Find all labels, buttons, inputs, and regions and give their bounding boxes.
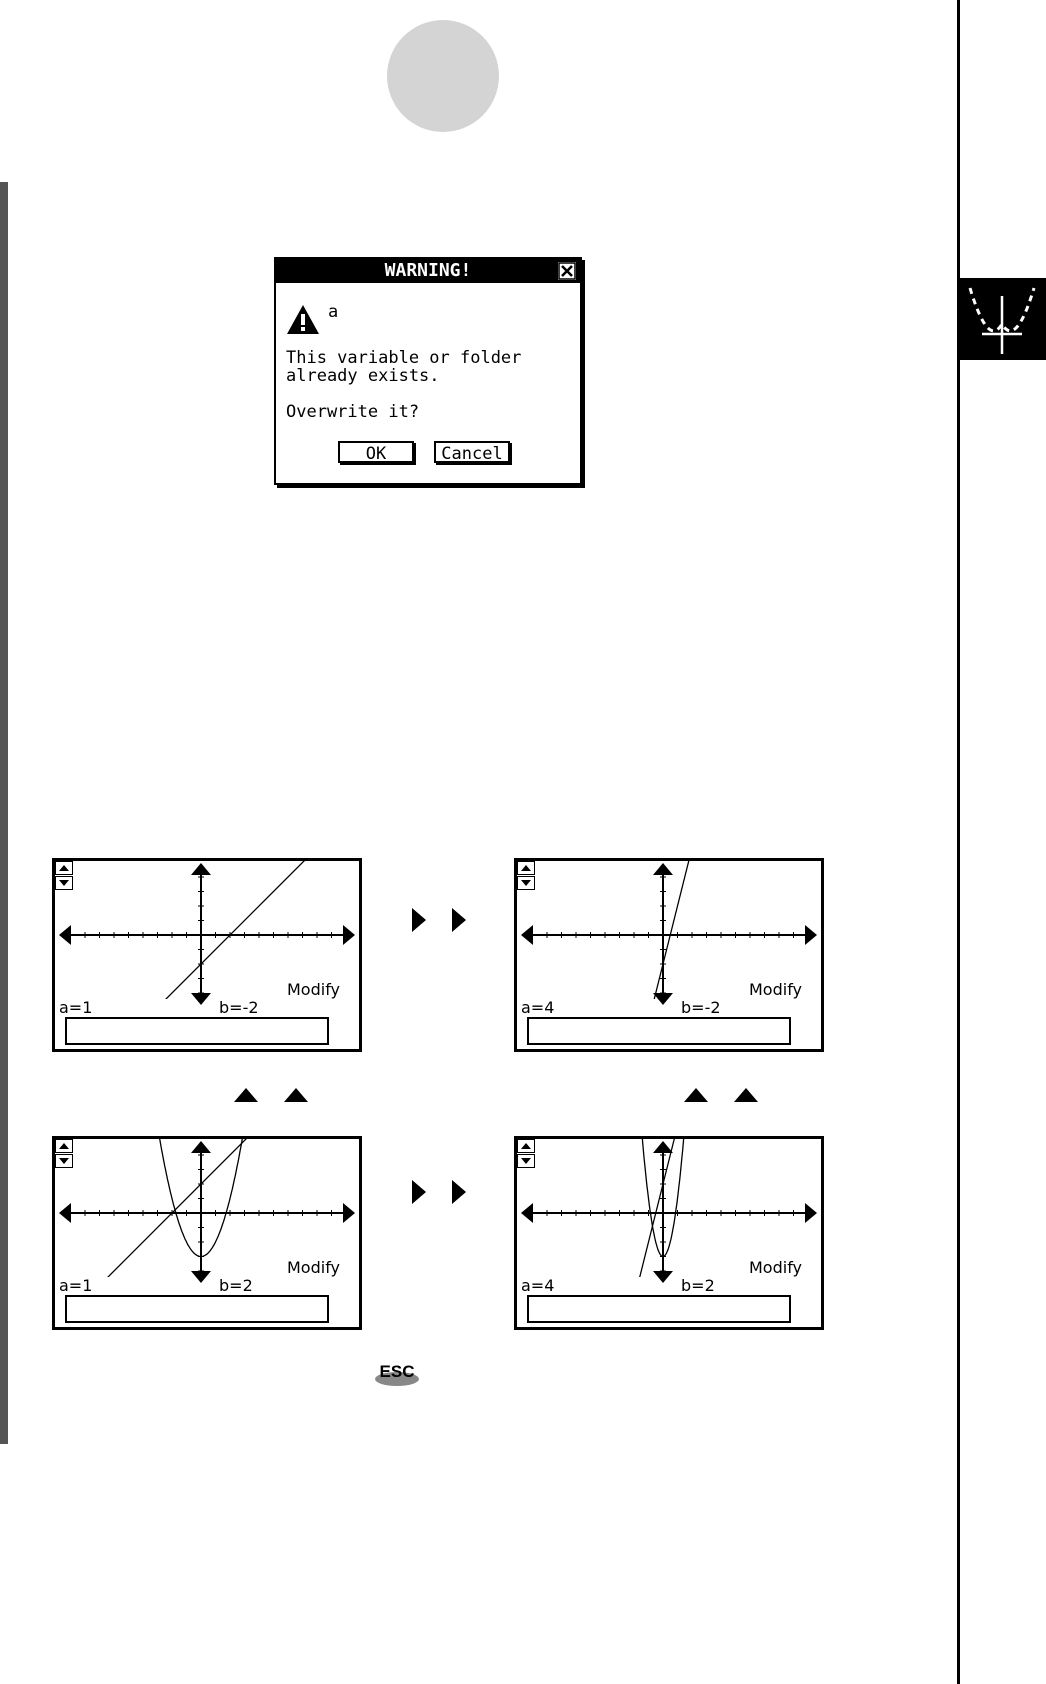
a-value-label: a=1	[59, 1276, 93, 1295]
graph-screen-a1-b2	[52, 1136, 362, 1330]
input-field[interactable]	[527, 1295, 791, 1323]
scroll-buttons[interactable]	[517, 1139, 535, 1169]
close-icon[interactable]	[558, 262, 576, 280]
b-value-label: b=2	[681, 1276, 715, 1295]
graph-screen-a4-b-neg2	[514, 858, 824, 1052]
y-axis-up-arrow	[653, 1141, 673, 1153]
warning-triangle-icon	[286, 303, 320, 335]
modify-label: Modify	[287, 1258, 341, 1277]
x-axis-right-arrow	[805, 1203, 817, 1223]
input-field[interactable]	[527, 1017, 791, 1045]
modify-label: Modify	[287, 980, 341, 999]
esc-key-icon	[374, 1359, 420, 1387]
modify-label: Modify	[749, 980, 803, 999]
b-value-label: b=-2	[681, 998, 721, 1017]
x-axis-right-arrow	[343, 925, 355, 945]
y-axis-up-arrow	[653, 863, 673, 875]
right-arrow-key-icon	[408, 906, 468, 934]
a-value-label: a=4	[521, 1276, 555, 1295]
chapter-marker-circle	[387, 20, 499, 132]
x-axis-right-arrow	[805, 925, 817, 945]
b-value-label: b=-2	[219, 998, 259, 1017]
graph-screen-a1-b-neg2	[52, 858, 362, 1052]
scroll-buttons[interactable]	[55, 1139, 73, 1169]
margin-rule	[957, 0, 960, 1684]
x-axis-right-arrow	[343, 1203, 355, 1223]
variable-name: a	[328, 302, 339, 322]
a-value-label: a=4	[521, 998, 555, 1017]
y-axis-up-arrow	[191, 863, 211, 875]
chapter-tab	[960, 278, 1046, 360]
graph-screen-a4-b2	[514, 1136, 824, 1330]
x-axis-left-arrow	[521, 1203, 533, 1223]
up-arrow-key-icon	[682, 1084, 762, 1104]
scroll-buttons[interactable]	[55, 861, 73, 891]
y-axis-down-arrow	[653, 1271, 673, 1283]
overwrite-question: Overwrite it?	[286, 402, 420, 422]
y-axis-down-arrow	[191, 1271, 211, 1283]
modify-label: Modify	[749, 1258, 803, 1277]
message-line-2: already exists.	[286, 366, 440, 386]
y-axis-down-arrow	[653, 993, 673, 1005]
svg-text:ESC: ESC	[379, 1362, 415, 1381]
x-axis-left-arrow	[521, 925, 533, 945]
right-arrow-key-icon	[408, 1178, 468, 1206]
a-value-label: a=1	[59, 998, 93, 1017]
warning-dialog	[274, 257, 582, 485]
ok-button[interactable]: OK	[338, 441, 414, 463]
message-line-1: This variable or folder	[286, 348, 522, 368]
graph-app-icon	[960, 278, 1046, 360]
x-axis-left-arrow	[59, 925, 71, 945]
y-axis-up-arrow	[191, 1141, 211, 1153]
up-arrow-key-icon	[232, 1084, 312, 1104]
b-value-label: b=2	[219, 1276, 253, 1295]
dialog-title: WARNING!	[276, 259, 580, 283]
section-bar	[0, 182, 8, 1444]
cancel-button[interactable]: Cancel	[434, 441, 510, 463]
y-axis-down-arrow	[191, 993, 211, 1005]
x-axis-left-arrow	[59, 1203, 71, 1223]
input-field[interactable]	[65, 1017, 329, 1045]
input-field[interactable]	[65, 1295, 329, 1323]
scroll-buttons[interactable]	[517, 861, 535, 891]
